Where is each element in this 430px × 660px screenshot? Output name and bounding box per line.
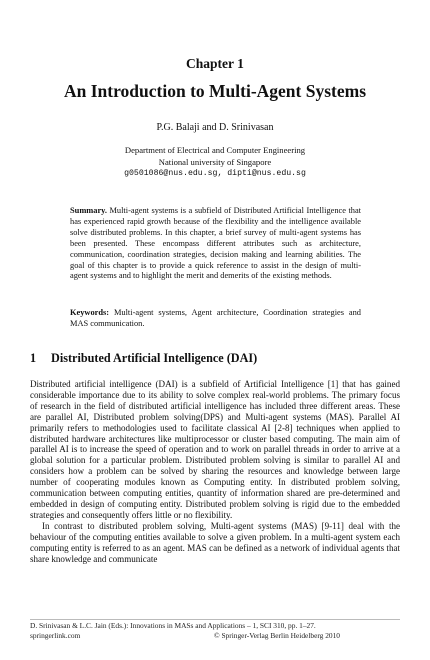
body-paragraph: In contrast to distributed problem solving, Multi-agent systems (MAS) [9-11] deal with the behaviour of the computing entities available to solve a given problem. In a multi-agent system each computing entity is referred to as an agent. MAS can be defined as a network of individual agents that share knowledge and communicate [30, 520, 400, 564]
abstract-text: Multi-agent systems is a subfield of Distributed Artificial Intelligence that has experienced rapid growth because of the flexibility and the intelligence available solve distributed problems. In this chapter, a brief survey of multi-agent systems has been presented. These encompass different attributes such as architecture, communication, coordination strategies, decision making and learning abilities. The goal of this chapter is to provide a quick reference to assist in the design of multi-agent systems and to highlight the merit and demerits of the existing methods. [70, 206, 361, 281]
affiliation-department: Department of Electrical and Computer Engineering [124, 145, 306, 155]
keywords-text: Multi-agent systems, Agent architecture, Coordination strategies and MAS communication. [70, 308, 361, 328]
section-body [30, 379, 400, 564]
author-emails: g0501086@nus.edu.sg, dipti@nus.edu.sg [124, 169, 306, 178]
body-paragraph: Distributed artificial intelligence (DAI) is a subfield of Artificial Intelligence [1] that has gained considerable importance due to its ability to solve complex real-world problems. The primary focus of research in the field of distributed artificial intelligence has included three different areas. These are parallel AI, Distributed problem solving(DPS) and Multi-agent systems (MAS). Parallel AI primarily refers to methodologies used to facilitate classical AI [2-8] techniques when applied to distributed hardware architectures like multiprocessor or cluster based computing. The main aim of parallel AI is to increase the speed of operation and to work on parallel threads in order to arrive at a global solution for a particular problem. Distributed problem solving is similar to parallel AI and considers how a problem can be solved by sharing the resources and knowledge between large number of cooperating modules known as Computing entity. In distributed problem solving, communication between computing entities, quantity of information shared are pre-determined and embedded in design of computing entity. Distributed problem solving is rigid due to the embedded strategies and consequently offers little or no flexibility. [30, 379, 400, 520]
keywords [70, 308, 361, 330]
keywords-label: Keywords: [70, 308, 110, 317]
footer-divider [30, 619, 400, 620]
section-title: Distributed Artificial Intelligence (DAI) [51, 351, 258, 365]
chapter-label: Chapter 1 [186, 56, 244, 71]
chapter-title: An Introduction to Multi-Agent Systems [63, 81, 367, 101]
affiliation-block [0, 145, 430, 180]
section-number: 1 [30, 351, 37, 365]
footer-site: springerlink.com [30, 630, 81, 640]
author-list: P.G. Balaji and D. Srinivasan [156, 122, 274, 133]
page-footer [30, 621, 400, 640]
affiliation-university: National university of Singapore [158, 156, 272, 167]
footer-copyright: © Springer-Verlag Berlin Heidelberg 2010 [213, 630, 340, 640]
section-heading [30, 351, 400, 366]
abstract [70, 206, 361, 282]
footer-citation: D. Srinivasan & L.C. Jain (Eds.): Innovations in MASs and Applications – 1, SCI 310, pp. 1–27. [30, 621, 316, 630]
abstract-label: Summary. [70, 206, 107, 215]
